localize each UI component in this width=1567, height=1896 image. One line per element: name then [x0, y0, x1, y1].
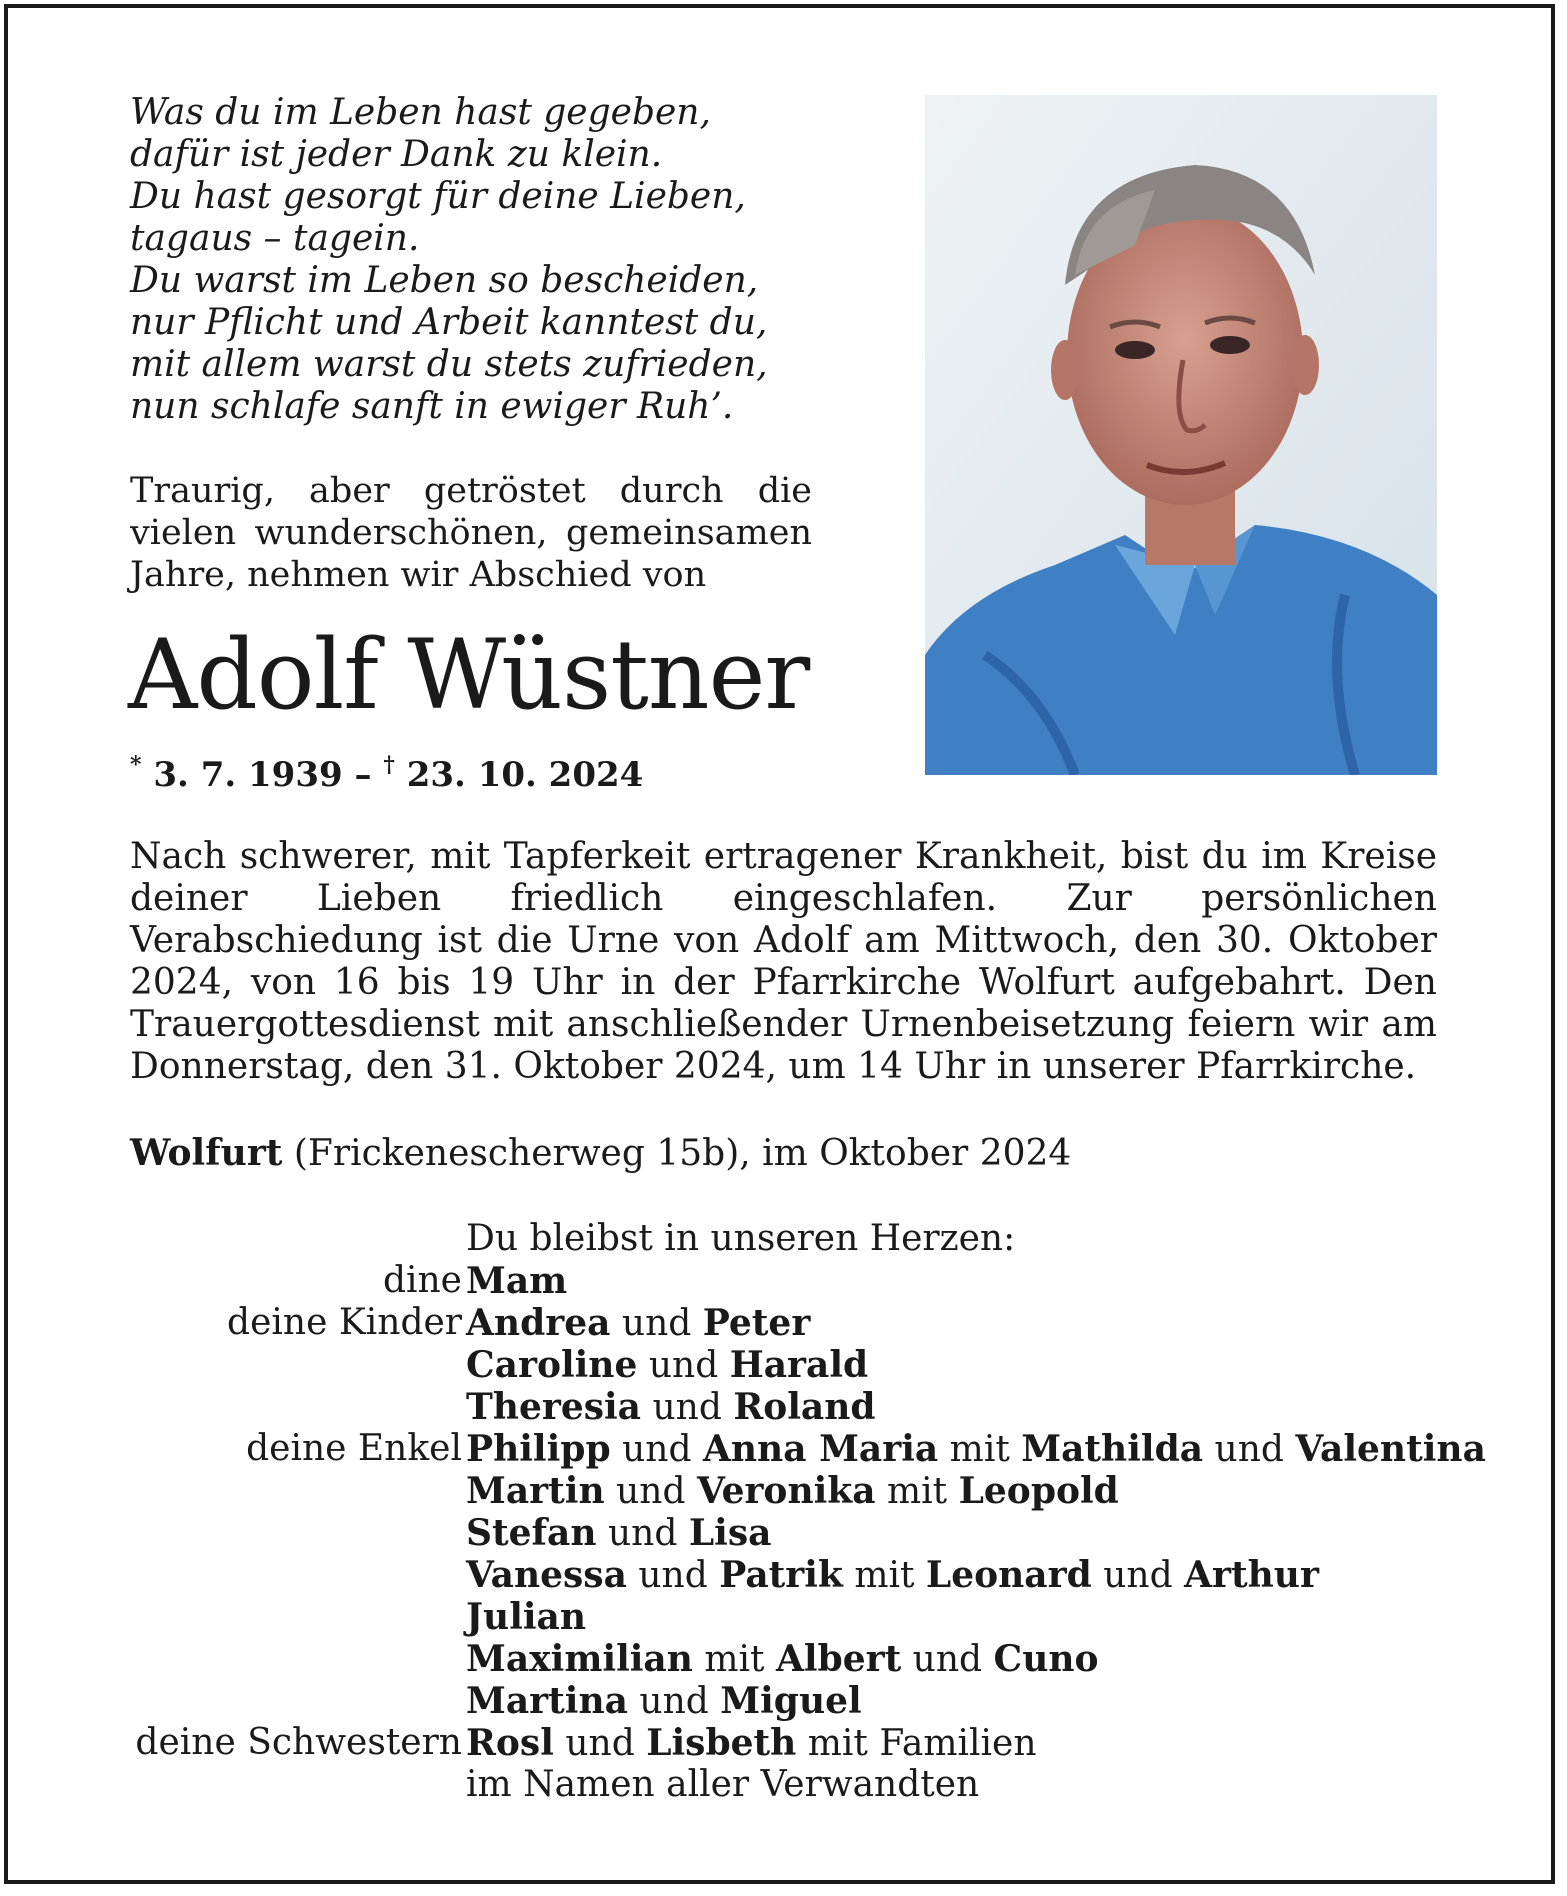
family-member-name: Andrea	[466, 1302, 611, 1344]
family-names	[466, 1638, 1099, 1681]
family-relation-label: dine	[382, 1260, 462, 1301]
family-names	[466, 1680, 862, 1723]
family-row	[0, 1764, 1567, 1806]
family-member-name: Lisa	[688, 1512, 772, 1554]
family-row	[0, 1386, 1567, 1428]
family-connector: und	[626, 1555, 720, 1596]
family-member-name: Caroline	[466, 1344, 638, 1386]
poem-line: Du warst im Leben so bescheiden,	[130, 260, 759, 301]
family-connector: mit	[875, 1471, 959, 1512]
poem-line: Was du im Leben hast gegeben,	[130, 92, 711, 133]
portrait-photo	[925, 95, 1437, 775]
family-connector: und	[553, 1723, 647, 1764]
family-member-name: Lisbeth	[646, 1722, 797, 1764]
birth-date: 3. 7. 1939	[153, 755, 343, 795]
portrait-illustration	[925, 95, 1437, 775]
family-relation-label: deine Schwestern	[135, 1722, 462, 1763]
poem-line: nun schlafe sanft in ewiger Ruh’.	[130, 386, 734, 427]
family-names	[466, 1302, 810, 1345]
family-row	[0, 1470, 1567, 1512]
poem-line: Du hast gesorgt für deine Lieben,	[130, 176, 746, 217]
family-names	[466, 1344, 868, 1387]
family-names	[466, 1470, 1119, 1513]
family-member-name: Miguel	[720, 1680, 862, 1722]
family-row	[0, 1722, 1567, 1764]
poem-line: mit allem warst du stets zufrieden,	[130, 344, 768, 385]
family-connector: und	[641, 1387, 734, 1428]
deceased-name: Adolf Wüstner	[128, 619, 810, 731]
poem	[130, 92, 768, 428]
family-row	[0, 1554, 1567, 1596]
family-names	[466, 1260, 567, 1303]
birth-symbol: *	[130, 752, 142, 778]
family-member-name: Albert	[775, 1638, 902, 1680]
date-separator: –	[342, 755, 384, 795]
family-member-name: Harald	[729, 1344, 869, 1386]
family-member-name: Philipp	[466, 1428, 611, 1470]
family-connector: mit	[842, 1555, 926, 1596]
family-connector: und	[627, 1681, 721, 1722]
family-connector: und	[604, 1471, 697, 1512]
family-connector: und	[637, 1345, 730, 1386]
family-names	[466, 1512, 771, 1555]
family-member-name: Stefan	[466, 1512, 597, 1554]
family-connector: und	[1091, 1555, 1185, 1596]
family-row	[0, 1302, 1567, 1344]
family-member-name: Rosl	[466, 1722, 554, 1764]
family-relation-label: deine Kinder	[227, 1302, 462, 1343]
family-member-name: Patrik	[719, 1554, 843, 1596]
family-names	[466, 1428, 1486, 1471]
family-connector: mit	[938, 1429, 1022, 1470]
place-town: Wolfurt	[130, 1132, 283, 1174]
family-names	[466, 1554, 1319, 1597]
family-names	[466, 1764, 979, 1806]
family-row	[0, 1260, 1567, 1302]
intro-text: Traurig, aber getröstet durch die vielen wunderschönen, gemeinsamen Jahre, nehmen wir Abschied von	[130, 471, 812, 595]
life-dates	[130, 745, 643, 795]
family-member-name: Martina	[466, 1680, 628, 1722]
heart-line: Du bleibst in unseren Herzen:	[466, 1218, 1016, 1259]
family-member-name: Anna Maria	[702, 1428, 939, 1470]
family-member-name: Martin	[466, 1470, 605, 1512]
family-member-name: Peter	[702, 1302, 811, 1344]
family-member-name: Julian	[466, 1596, 587, 1638]
family-row	[0, 1680, 1567, 1722]
funeral-details: Nach schwerer, mit Tapferkeit ertragener Krankheit, bist du im Kreise deiner Lieben friedlich eingeschlafen. Zur persönlichen Verabschiedung ist die Urne von Adolf am Mittwoch, den 30. Oktober 2024, von 16 bis 19 Uhr in der Pfarrkirche Wolfurt aufgebahrt. Den Trauergottesdienst mit anschließender Urnenbeisetzung feiern wir am Donnerstag, den 31. Oktober 2024, um 14 Uhr in unserer Pfarrkirche.	[130, 836, 1437, 1087]
family-member-name: Cuno	[993, 1638, 1099, 1680]
family-member-name: Roland	[733, 1386, 876, 1428]
family-row	[0, 1428, 1567, 1470]
family-member-name: Leonard	[925, 1554, 1092, 1596]
family-row	[0, 1344, 1567, 1386]
family-row	[0, 1596, 1567, 1638]
family-connector: und	[596, 1513, 689, 1554]
family-names	[466, 1596, 586, 1639]
family-member-name: Leopold	[958, 1470, 1119, 1512]
family-row	[0, 1638, 1567, 1680]
family-member-name: Theresia	[466, 1386, 642, 1428]
family-list	[0, 1260, 1567, 1806]
death-date: 23. 10. 2024	[406, 755, 644, 795]
family-connector: und	[610, 1303, 703, 1344]
family-member-name: Maximilian	[466, 1638, 693, 1680]
family-connector: und	[1203, 1429, 1296, 1470]
family-member-name: Arthur	[1184, 1554, 1319, 1596]
poem-line: tagaus – tagein.	[130, 218, 420, 259]
family-connector: mit	[692, 1639, 776, 1680]
family-connector: im Namen aller Verwandten	[466, 1764, 980, 1805]
family-member-name: Mam	[466, 1260, 568, 1302]
place-date-line	[130, 1132, 1071, 1175]
family-names	[466, 1386, 876, 1429]
family-connector: und	[901, 1639, 994, 1680]
family-row	[0, 1512, 1567, 1554]
family-member-name: Mathilda	[1021, 1428, 1204, 1470]
death-symbol: †	[383, 752, 395, 778]
family-names	[466, 1722, 1037, 1765]
family-member-name: Veronika	[696, 1470, 876, 1512]
poem-line: dafür ist jeder Dank zu klein.	[130, 134, 663, 175]
poem-line: nur Pflicht und Arbeit kanntest du,	[130, 302, 768, 343]
family-member-name: Vanessa	[466, 1554, 627, 1596]
place-rest: (Frickenescherweg 15b), im Oktober 2024	[282, 1133, 1072, 1174]
family-relation-label: deine Enkel	[246, 1428, 462, 1469]
family-member-name: Valentina	[1295, 1428, 1486, 1470]
family-connector: und	[610, 1429, 703, 1470]
family-connector: mit Familien	[796, 1723, 1037, 1764]
